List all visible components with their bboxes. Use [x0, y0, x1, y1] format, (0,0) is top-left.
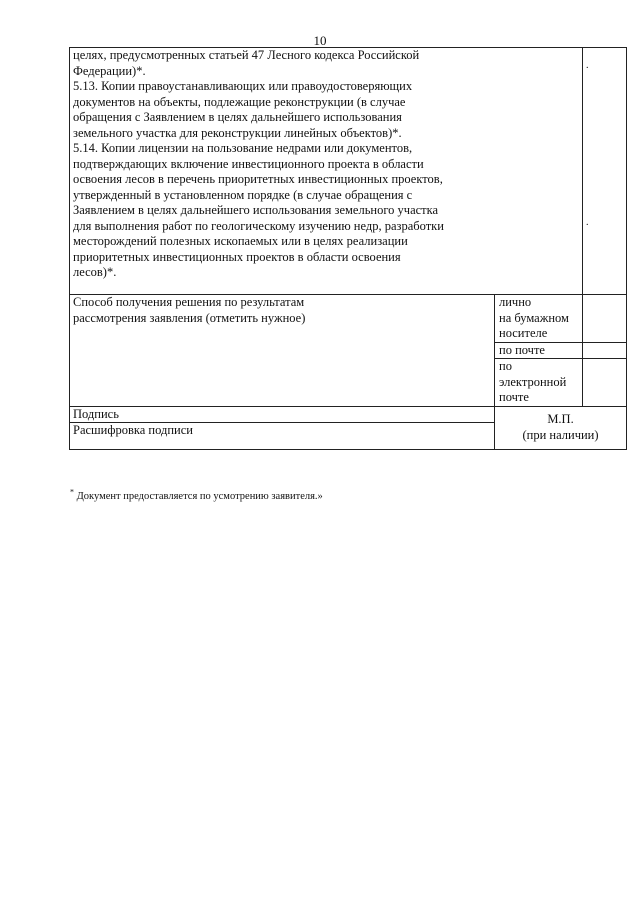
signature-decode-label: Расшифровка подписи	[73, 423, 193, 437]
documents-item-5-14: 5.14. Копии лицензии на пользование недрами или документов, подтверждающих включение инвестиционного проекта в области освоения лесов в перечень приоритетных инвестиционных проектов, утвержденный в установленном порядке (в случае обращения с Заявлением в целях дальнейшего использования земельного участка для выполнения работ по геологическому изучению недр, разработки месторождений полезных ископаемых или в целях реализации приоритетных инвестиционных проектов в области освоения лесов)*.	[73, 141, 444, 279]
stamp-cell[interactable]	[495, 406, 627, 450]
documents-list-cell	[70, 48, 583, 295]
option-mail-label: по почте	[495, 342, 583, 359]
footnote-text: Документ предоставляется по усмотрению заявителя.»	[76, 491, 323, 502]
documents-row	[70, 48, 627, 295]
application-form-table	[69, 47, 627, 450]
documents-mark-cell[interactable]	[583, 48, 627, 295]
option-email-label: по электронной почте	[495, 359, 583, 407]
stamp-note: (при наличии)	[522, 427, 599, 442]
signature-decode-cell[interactable]	[70, 423, 495, 450]
delivery-method-label-cell: Способ получения решения по результатам рассмотрения заявления (отметить нужное)	[70, 295, 495, 407]
scan-dot: .	[586, 217, 589, 228]
signature-row	[70, 406, 627, 423]
option-mail-checkbox[interactable]	[583, 342, 627, 359]
footnote-mark: *	[70, 487, 74, 497]
stamp-label: М.П.	[547, 412, 574, 427]
signature-label-cell[interactable]	[70, 406, 495, 423]
option-in-person-label: лично на бумажном носителе	[495, 295, 583, 343]
method-row-in-person	[70, 295, 627, 343]
signature-label: Подпись	[73, 406, 119, 421]
documents-item-5-13: 5.13. Копии правоустанавливающих или правоудостоверяющих документов на объекты, подлежащие реконструкции (в случае обращения с Заявлением в целях дальнейшего использования земельного участка для реконструкции линейных объектов)*.	[73, 79, 413, 140]
option-email-checkbox[interactable]	[583, 359, 627, 407]
footnote	[70, 487, 590, 504]
page-number: 10	[313, 33, 327, 48]
scan-dot: .	[586, 60, 589, 71]
documents-item-prev-tail: целях, предусмотренных статьей 47 Лесного кодекса Российской Федерации)*.	[73, 48, 420, 78]
option-in-person-checkbox[interactable]	[583, 295, 627, 343]
